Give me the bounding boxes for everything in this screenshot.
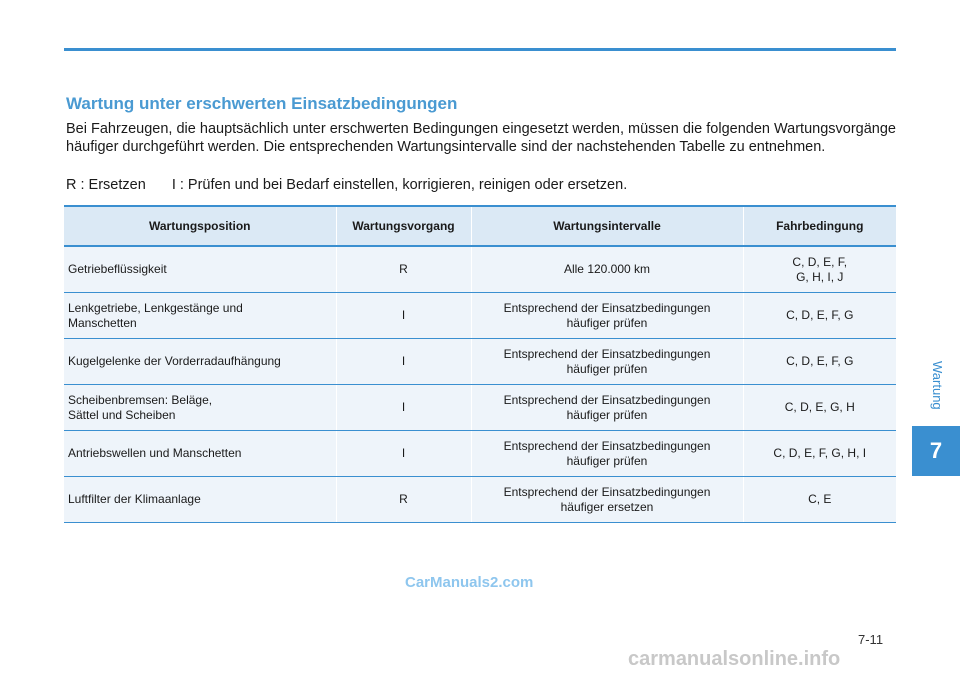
cell-condition: C, D, E, F, G bbox=[743, 293, 896, 339]
cell-interval: Entsprechend der Einsatzbedingungen häufiger prüfen bbox=[471, 431, 743, 477]
cell-action: I bbox=[336, 385, 471, 431]
table-row bbox=[64, 293, 896, 339]
cell-position: Luftfilter der Klimaanlage bbox=[64, 477, 336, 523]
cell-condition: C, D, E, F, G, H, I bbox=[743, 431, 896, 477]
table-row bbox=[64, 431, 896, 477]
cell-condition: C, D, E, G, H bbox=[743, 385, 896, 431]
section-title: Wartung unter erschwerten Einsatzbedingungen bbox=[66, 94, 458, 113]
cell-condition: C, D, E, F, G, H, I, J bbox=[743, 246, 896, 293]
cell-position: Lenkgetriebe, Lenkgestänge und Manschetten bbox=[64, 293, 336, 339]
cell-position: Getriebeflüssigkeit bbox=[64, 246, 336, 293]
cell-action: I bbox=[336, 431, 471, 477]
cell-position: Antriebswellen und Manschetten bbox=[64, 431, 336, 477]
table-row bbox=[64, 385, 896, 431]
footer-watermark: carmanualsonline.info bbox=[628, 648, 841, 670]
chapter-tab: 7 bbox=[912, 426, 960, 476]
maintenance-table bbox=[64, 205, 896, 523]
chapter-side-label: Wartung bbox=[930, 360, 945, 410]
cell-interval: Alle 120.000 km bbox=[471, 246, 743, 293]
header-position: Wartungsposition bbox=[64, 206, 336, 246]
cell-position: Kugelgelenke der Vorderradaufhängung bbox=[64, 339, 336, 385]
watermark: CarManuals2.com bbox=[405, 574, 534, 591]
header-action: Wartungsvorgang bbox=[336, 206, 471, 246]
cell-position: Scheibenbremsen: Beläge, Sättel und Scheiben bbox=[64, 385, 336, 431]
intro-paragraph: Bei Fahrzeugen, die hauptsächlich unter erschwerten Bedingungen eingesetzt werden, müssen die folgenden Wartungsvorgänge häufiger durchgeführt werden. Die entsprechenden Wartungsintervalle sind der nachstehenden Tabelle zu entnehmen. bbox=[66, 121, 896, 155]
page-number: 7-11 bbox=[858, 632, 884, 647]
cell-interval: Entsprechend der Einsatzbedingungen häufiger prüfen bbox=[471, 339, 743, 385]
table-row bbox=[64, 246, 896, 293]
cell-action: I bbox=[336, 339, 471, 385]
legend-replace: R : Ersetzen bbox=[66, 177, 146, 193]
table-row bbox=[64, 339, 896, 385]
table-header-row bbox=[64, 206, 896, 246]
cell-interval: Entsprechend der Einsatzbedingungen häufiger prüfen bbox=[471, 385, 743, 431]
legend-inspect: I : Prüfen und bei Bedarf einstellen, korrigieren, reinigen oder ersetzen. bbox=[171, 177, 628, 193]
cell-interval: Entsprechend der Einsatzbedingungen häufiger ersetzen bbox=[471, 477, 743, 523]
cell-condition: C, D, E, F, G bbox=[743, 339, 896, 385]
cell-action: R bbox=[336, 246, 471, 293]
table-row bbox=[64, 477, 896, 523]
legend-line bbox=[66, 177, 627, 193]
top-rule bbox=[64, 48, 896, 51]
cell-interval: Entsprechend der Einsatzbedingungen häufiger prüfen bbox=[471, 293, 743, 339]
header-interval: Wartungsintervalle bbox=[471, 206, 743, 246]
cell-action: R bbox=[336, 477, 471, 523]
cell-condition: C, E bbox=[743, 477, 896, 523]
header-condition: Fahrbedingung bbox=[743, 206, 896, 246]
cell-action: I bbox=[336, 293, 471, 339]
